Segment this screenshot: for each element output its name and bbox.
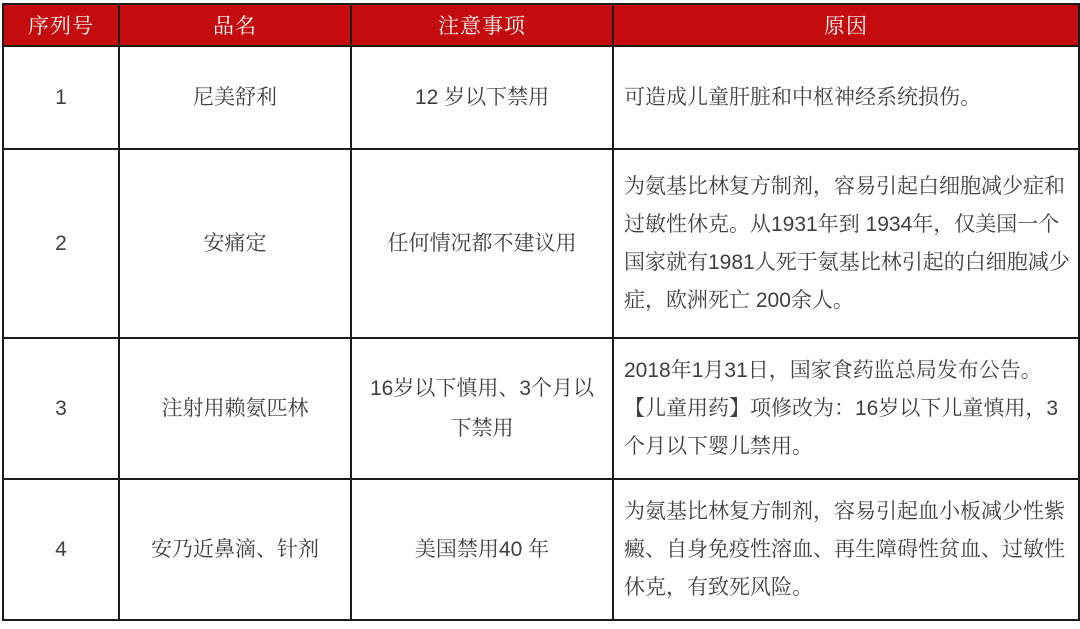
caution-cell: 美国禁用40 年 (351, 479, 613, 620)
name-cell: 尼美舒利 (119, 46, 351, 149)
serial-cell: 4 (3, 479, 119, 620)
table-row (3, 149, 1079, 338)
caution-cell: 16岁以下慎用、3个月以下禁用 (351, 338, 613, 479)
drug-safety-table (2, 3, 1080, 621)
table-row (3, 46, 1079, 149)
reason-cell: 2018年1月31日，国家食药监总局发布公告。【儿童用药】项修改为：16岁以下儿童慎用，3个月以下婴儿禁用。 (613, 338, 1079, 479)
table-row (3, 479, 1079, 620)
caution-cell: 12 岁以下禁用 (351, 46, 613, 149)
header-cell-name: 品名 (119, 4, 351, 46)
reason-cell: 为氨基比林复方制剂，容易引起白细胞减少症和过敏性休克。从1931年到 1934年，仅美国一个国家就有1981人死于氨基比林引起的白细胞减少症，欧洲死亡 200余人。 (613, 149, 1079, 338)
table-header-row (3, 4, 1079, 46)
name-cell: 注射用赖氨匹林 (119, 338, 351, 479)
name-cell: 安乃近鼻滴、针剂 (119, 479, 351, 620)
serial-cell: 2 (3, 149, 119, 338)
header-cell-caution: 注意事项 (351, 4, 613, 46)
caution-cell: 任何情况都不建议用 (351, 149, 613, 338)
name-cell: 安痛定 (119, 149, 351, 338)
reason-cell: 为氨基比林复方制剂，容易引起血小板减少性紫癜、自身免疫性溶血、再生障碍性贫血、过敏性休克，有致死风险。 (613, 479, 1079, 620)
header-cell-reason: 原因 (613, 4, 1079, 46)
serial-cell: 1 (3, 46, 119, 149)
header-cell-serial: 序列号 (3, 4, 119, 46)
table-row (3, 338, 1079, 479)
serial-cell: 3 (3, 338, 119, 479)
reason-cell: 可造成儿童肝脏和中枢神经系统损伤。 (613, 46, 1079, 149)
